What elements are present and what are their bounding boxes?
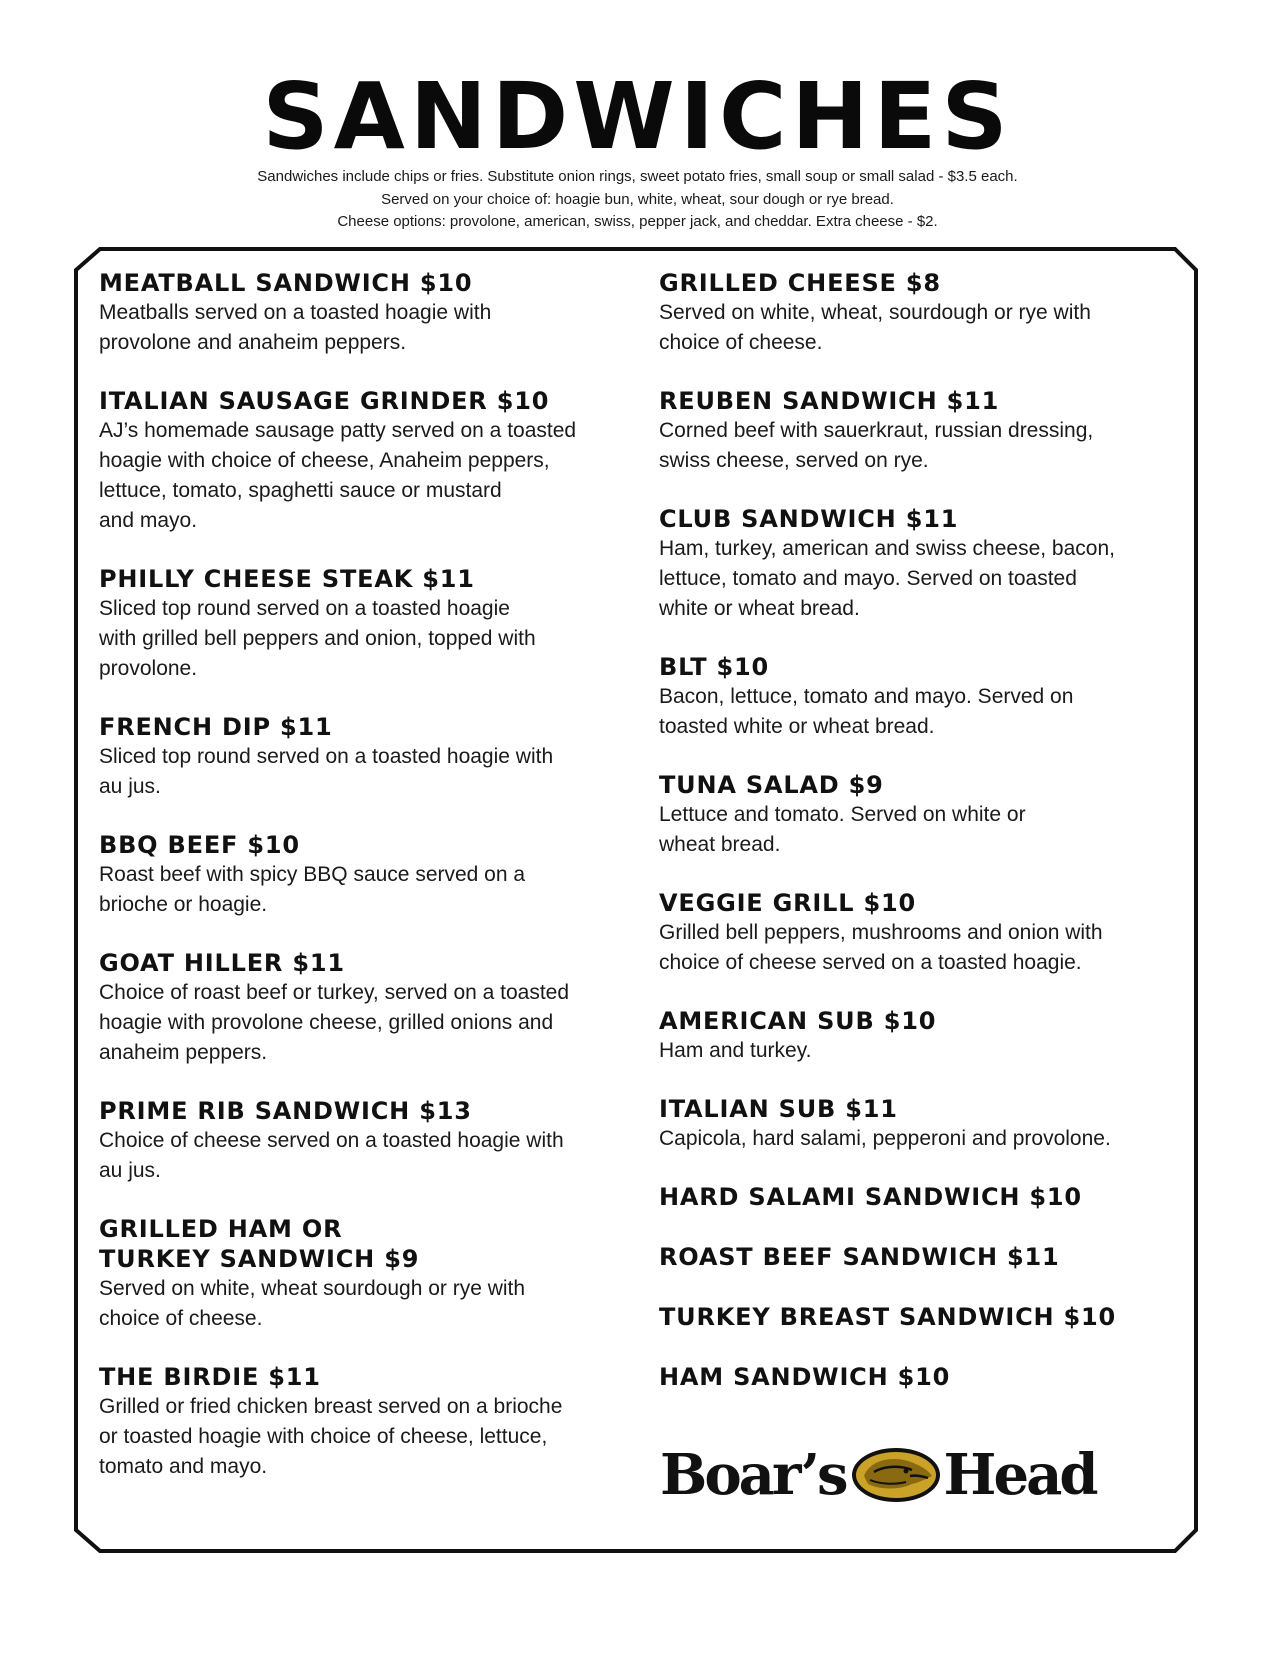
menu-item bbox=[99, 712, 619, 802]
item-name: PHILLY CHEESE STEAK $11 bbox=[99, 565, 475, 593]
item-name: GOAT HILLER $11 bbox=[99, 949, 345, 977]
item-name: TURKEY BREAST SANDWICH $10 bbox=[659, 1303, 1117, 1331]
item-name: CLUB SANDWICH $11 bbox=[659, 505, 959, 533]
note-line-sides: Sandwiches include chips or fries. Substitute onion rings, sweet potato fries, small soup or small salad - $3.5 each. bbox=[257, 168, 1018, 185]
menu-item bbox=[659, 1182, 1179, 1212]
item-description: Choice of roast beef or turkey, served on a toasted hoagie with provolone cheese, grilled onions and anaheim peppers. bbox=[99, 981, 570, 1064]
item-description: Served on white, wheat, sourdough or rye with choice of cheese. bbox=[659, 301, 1091, 354]
item-description: Roast beef with spicy BBQ sauce served on a brioche or hoagie. bbox=[99, 863, 526, 916]
item-name: THE BIRDIE $11 bbox=[99, 1363, 321, 1391]
menu-item bbox=[99, 830, 619, 920]
item-description: Choice of cheese served on a toasted hoagie with au jus. bbox=[99, 1129, 564, 1182]
item-name: GRILLED CHEESE $8 bbox=[659, 269, 941, 297]
item-description: Served on white, wheat sourdough or rye with choice of cheese. bbox=[99, 1277, 526, 1330]
item-description: Bacon, lettuce, tomato and mayo. Served on toasted white or wheat bread. bbox=[659, 685, 1074, 738]
menu-item bbox=[99, 386, 619, 536]
menu-item bbox=[659, 386, 1179, 476]
page-title: SANDWICHES bbox=[262, 63, 1013, 170]
item-name: MEATBALL SANDWICH $10 bbox=[99, 269, 473, 297]
menu-item bbox=[659, 1242, 1179, 1272]
boars-head-logo bbox=[660, 1442, 1096, 1508]
item-name: PRIME RIB SANDWICH $13 bbox=[99, 1097, 472, 1125]
menu-item bbox=[99, 564, 619, 684]
menu-item bbox=[659, 770, 1179, 860]
menu-item bbox=[659, 1302, 1179, 1332]
menu-item bbox=[659, 1006, 1179, 1066]
menu-item bbox=[99, 948, 619, 1068]
menu-item bbox=[659, 652, 1179, 742]
item-description: Grilled or fried chicken breast served on a brioche or toasted hoagie with choice of cheese, lettuce, tomato and mayo. bbox=[99, 1395, 563, 1478]
item-name: AMERICAN SUB $10 bbox=[659, 1007, 937, 1035]
item-description: AJ’s homemade sausage patty served on a toasted hoagie with choice of cheese, Anaheim peppers, lettuce, tomato, spaghetti sauce or mustard and mayo. bbox=[99, 419, 577, 532]
item-description: Meatballs served on a toasted hoagie with provolone and anaheim peppers. bbox=[99, 301, 492, 354]
item-name: HARD SALAMI SANDWICH $10 bbox=[659, 1183, 1082, 1211]
item-name: ITALIAN SAUSAGE GRINDER $10 bbox=[99, 387, 550, 415]
left-column bbox=[99, 268, 619, 1510]
menu-item bbox=[99, 1096, 619, 1186]
item-description: Grilled bell peppers, mushrooms and onion with choice of cheese served on a toasted hoagie. bbox=[659, 921, 1103, 974]
right-column bbox=[659, 268, 1179, 1422]
item-name: BBQ BEEF $10 bbox=[99, 831, 300, 859]
item-name: VEGGIE GRILL $10 bbox=[659, 889, 916, 917]
menu-notes bbox=[0, 166, 1275, 234]
item-name: TUNA SALAD $9 bbox=[659, 771, 884, 799]
menu-item bbox=[99, 1362, 619, 1482]
logo-word-right: Head bbox=[943, 1442, 1096, 1508]
note-line-cheese: Cheese options: provolone, american, swiss, pepper jack, and cheddar. Extra cheese - $2. bbox=[337, 213, 938, 230]
logo-word-left: Boar’s bbox=[660, 1442, 846, 1508]
item-name: GRILLED HAM OR TURKEY SANDWICH $9 bbox=[99, 1215, 420, 1273]
item-description: Sliced top round served on a toasted hoagie with grilled bell peppers and onion, topped with provolone. bbox=[99, 597, 536, 680]
item-description: Lettuce and tomato. Served on white or wheat bread. bbox=[659, 803, 1026, 856]
menu-item bbox=[659, 268, 1179, 358]
menu-item bbox=[659, 1094, 1179, 1154]
item-description: Capicola, hard salami, pepperoni and provolone. bbox=[659, 1127, 1111, 1150]
item-name: FRENCH DIP $11 bbox=[99, 713, 333, 741]
item-description: Corned beef with sauerkraut, russian dressing, swiss cheese, served on rye. bbox=[659, 419, 1094, 472]
item-description: Sliced top round served on a toasted hoagie with au jus. bbox=[99, 745, 554, 798]
item-name: BLT $10 bbox=[659, 653, 770, 681]
menu-item bbox=[659, 888, 1179, 978]
item-name: REUBEN SANDWICH $11 bbox=[659, 387, 1000, 415]
menu-item bbox=[99, 268, 619, 358]
item-description: Ham and turkey. bbox=[659, 1039, 812, 1062]
item-name: HAM SANDWICH $10 bbox=[659, 1363, 951, 1391]
menu-item bbox=[659, 1362, 1179, 1392]
menu-item bbox=[659, 504, 1179, 624]
item-name: ROAST BEEF SANDWICH $11 bbox=[659, 1243, 1060, 1271]
boar-head-emblem-icon bbox=[850, 1446, 942, 1504]
item-name: ITALIAN SUB $11 bbox=[659, 1095, 898, 1123]
item-description: Ham, turkey, american and swiss cheese, bacon, lettuce, tomato and mayo. Served on toasted white or wheat bread. bbox=[659, 537, 1115, 620]
note-line-bread: Served on your choice of: hoagie bun, white, wheat, sour dough or rye bread. bbox=[381, 190, 894, 208]
menu-item bbox=[99, 1214, 619, 1334]
